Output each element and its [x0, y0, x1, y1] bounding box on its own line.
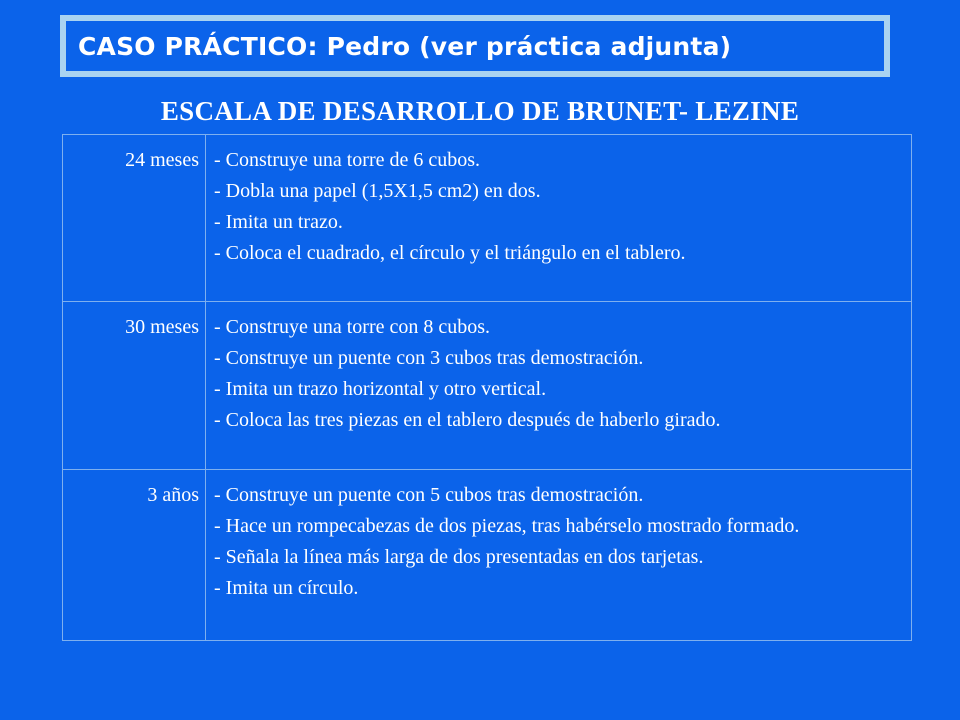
table-row: [63, 470, 912, 641]
table-row: [63, 302, 912, 470]
list-item: - Construye un puente con 3 cubos tras demostración.: [214, 347, 644, 369]
list-item: - Hace un rompecabezas de dos piezas, tras habérselo mostrado formado.: [214, 515, 800, 537]
case-header-text: CASO PRÁCTICO: Pedro (ver práctica adjunta): [78, 31, 732, 61]
list-item: - Imita un trazo horizontal y otro vertical.: [214, 378, 547, 400]
list-item: - Coloca el cuadrado, el círculo y el triángulo en el tablero.: [214, 242, 686, 264]
case-header-box: [66, 21, 884, 71]
list-item: - Construye una torre con 8 cubos.: [214, 316, 491, 338]
age-cell: 3 años: [63, 470, 206, 641]
list-item: - Imita un trazo.: [214, 211, 343, 233]
list-item: - Construye una torre de 6 cubos.: [214, 149, 481, 171]
case-header-frame: [60, 15, 890, 77]
items-cell: [206, 302, 912, 470]
list-item: - Construye un puente con 5 cubos tras demostración.: [214, 484, 644, 506]
list-item: - Dobla una papel (1,5X1,5 cm2) en dos.: [214, 180, 541, 202]
list-item: - Señala la línea más larga de dos presentadas en dos tarjetas.: [214, 546, 704, 568]
list-item: - Imita un círculo.: [214, 577, 359, 599]
age-cell: 30 meses: [63, 302, 206, 470]
items-cell: [206, 470, 912, 641]
development-scale-table: [62, 134, 912, 641]
age-cell: 24 meses: [63, 135, 206, 302]
list-item: - Coloca las tres piezas en el tablero después de haberlo girado.: [214, 409, 721, 431]
scale-title: ESCALA DE DESARROLLO DE BRUNET- LEZINE: [160, 96, 800, 126]
items-cell: [206, 135, 912, 302]
table-row: [63, 135, 912, 302]
